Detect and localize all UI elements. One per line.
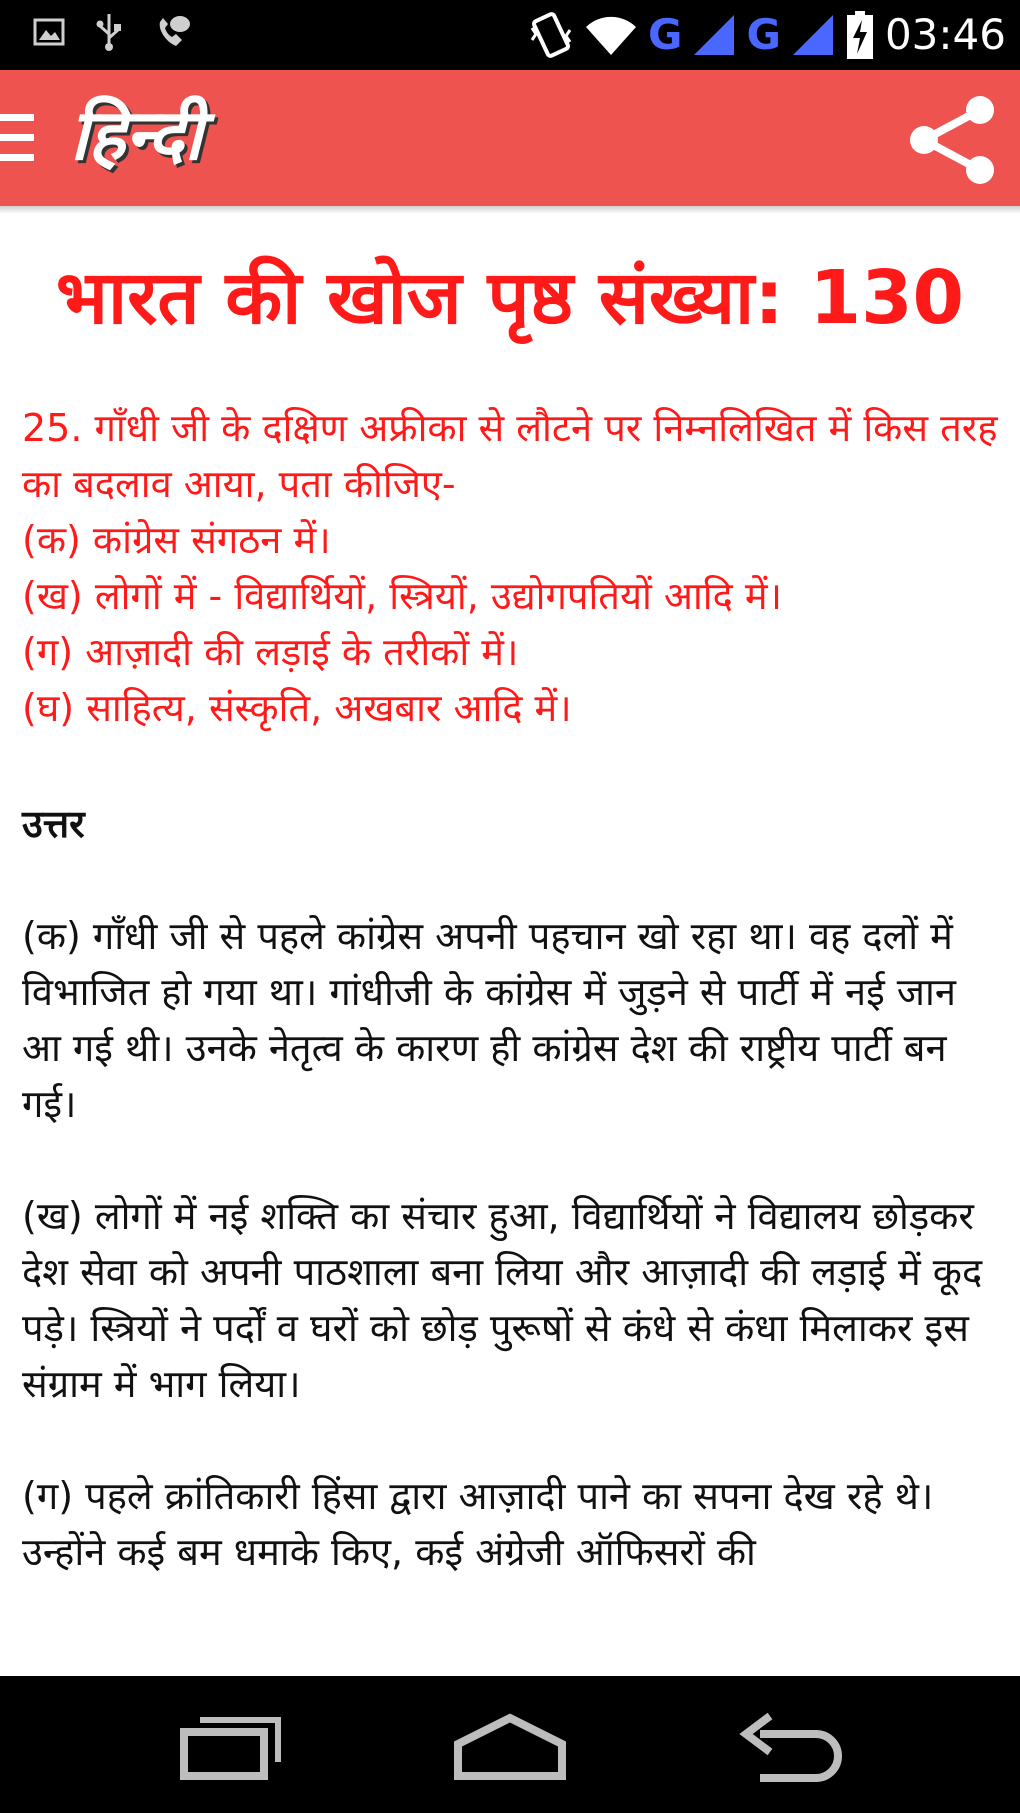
- navigation-bar: [0, 1676, 1020, 1813]
- question-option-gha: (घ) साहित्य, संस्कृति, अखबार आदि में।: [22, 686, 572, 730]
- answer-paragraph-ka: (क) गाँधी जी से पहले कांग्रेस अपनी पहचान खो रहा था। वह दलों में विभाजित हो गया था। गांधीजी के कांग्रेस में जुड़ने से पार्टी में नई जान आ गई थी। उनके नेतृत्व के कारण ही कांग्रेस देश की राष्ट्रीय पार्टी बन गई।: [22, 914, 956, 1126]
- recent-apps-button[interactable]: [170, 1706, 290, 1786]
- home-button[interactable]: [450, 1706, 570, 1786]
- question-option-ga: (ग) आज़ादी की लड़ाई के तरीकों में।: [22, 630, 519, 674]
- network-type-label-2: G: [746, 10, 781, 59]
- question-text: 25. गाँधी जी के दक्षिण अफ्रीका से लौटने पर निम्नलिखित में किस तरह का बदलाव आया, पता कीजिए-: [22, 406, 998, 506]
- signal-icon-2: [791, 13, 835, 57]
- app-bar-shadow: [0, 206, 1020, 214]
- image-icon: [32, 15, 66, 49]
- vibrate-icon: [528, 8, 574, 62]
- network-type-label: G: [647, 10, 683, 59]
- menu-icon[interactable]: [0, 112, 36, 164]
- article-content[interactable]: [0, 214, 1020, 1676]
- notification-icons: [32, 12, 192, 52]
- answer-paragraph-kha: (ख) लोगों में नई शक्ति का संचार हुआ, विद्यार्थियों ने विद्यालय छोड़कर देश सेवा को अपनी पाठशाला बना लिया और आज़ादी की लड़ाई में कूद पड़े। स्त्रियों ने पर्दों व घरों को छोड़ पुरूषों से कंधे से कंधा मिलाकर इस संग्राम में भाग लिया।: [22, 1194, 983, 1406]
- answer-heading: उत्तर: [22, 802, 85, 846]
- question-option-kha: (ख) लोगों में - विद्यार्थियों, स्त्रियों, उद्योगपतियों आदि में।: [22, 574, 782, 618]
- wifi-icon: [584, 13, 638, 57]
- share-icon[interactable]: [902, 90, 1002, 190]
- app-title: हिन्दी: [70, 93, 203, 176]
- question-block: [22, 400, 998, 736]
- signal-icon: [692, 13, 736, 57]
- back-button[interactable]: [730, 1706, 850, 1786]
- app-bar: [0, 70, 1020, 206]
- usb-icon: [94, 12, 124, 52]
- missed-call-icon: [152, 12, 192, 52]
- battery-charging-icon: [845, 10, 875, 60]
- question-option-ka: (क) कांग्रेस संगठन में।: [22, 518, 331, 562]
- system-status: [528, 8, 1006, 62]
- answer-paragraph-ga: (ग) पहले क्रांतिकारी हिंसा द्वारा आज़ादी पाने का सपना देख रहे थे। उन्होंने कई बम धमाके किए, कई अंग्रेजी ऑफिसरों की: [22, 1474, 934, 1574]
- page-title: भारत की खोज पृष्ठ संख्या: 130: [55, 255, 965, 341]
- status-bar: [0, 0, 1020, 70]
- status-time: 03:46: [884, 10, 1006, 59]
